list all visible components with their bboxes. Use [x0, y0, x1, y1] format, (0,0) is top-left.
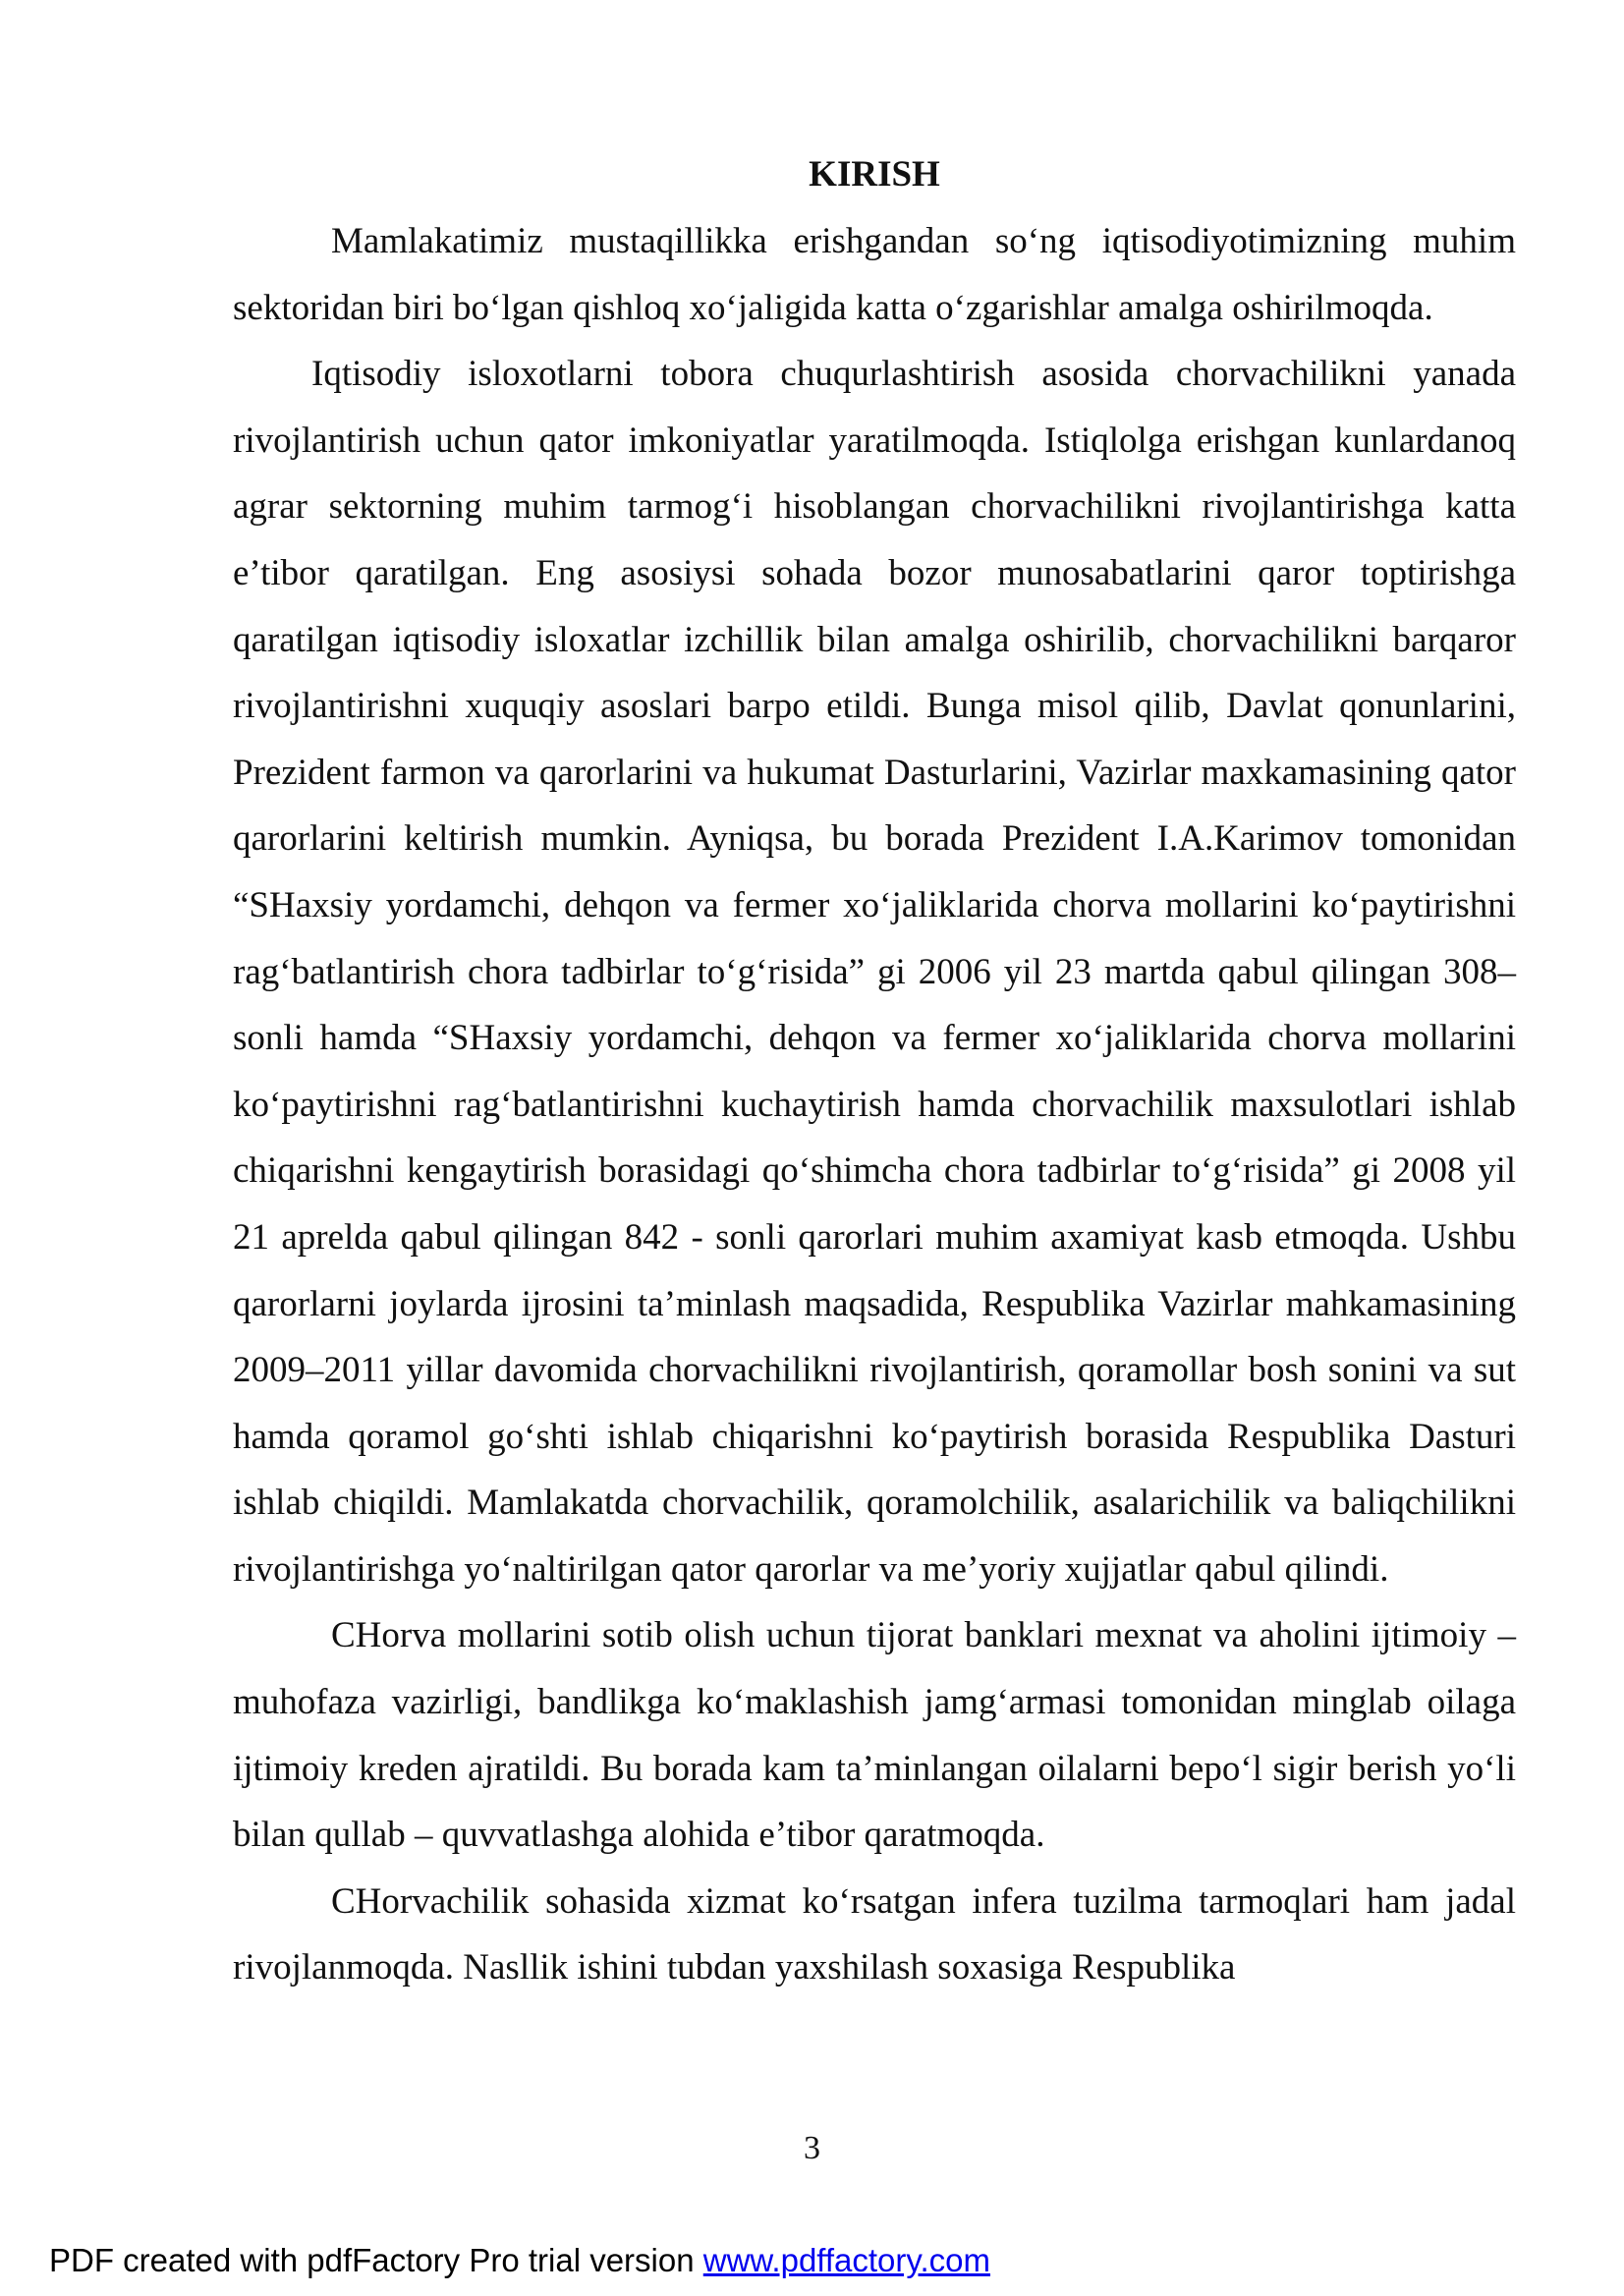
page-number: 3 — [804, 2130, 820, 2166]
section-title: KIRISH — [809, 154, 940, 195]
page-content — [233, 147, 1516, 2001]
pdf-footer — [49, 2241, 990, 2280]
paragraph-1: Mamlakatimiz mustaqillikka erishgandan so‘ng iqtisodiyotimizning muhim sektoridan biri bo‘lgan qishloq xo‘jaligida katta o‘zgarishlar amalga oshirilmoqda. — [233, 221, 1516, 328]
paragraph-2: Iqtisodiy isloxotlarni tobora chuqurlashtirish asosida chorvachilikni yanada rivojlantirish uchun qator imkoniyatlar yaratilmoqda. Istiqlolga erishgan kunlardanoq agrar sektorning muhim tarmog‘i hisoblangan chorvachilikni rivojlantirishga katta e’tibor qaratilgan. Eng asosiysi sohada bozor munosabatlarini qaror toptirishga qaratilgan iqtisodiy isloxatlar izchillik bilan amalga oshirilib, chorvachilikni barqaror rivojlantirishni xuquqiy asoslari barpo etildi. Bunga misol qilib, Davlat qonunlarini, Prezident farmon va qarorlarini va hukumat Dasturlarini, Vazirlar maxkamasining qator qarorlarini keltirish mumkin. Ayniqsa, bu borada Prezident I.A.Karimov tomonidan “SHaxsiy yordamchi, dehqon va fermer xo‘jaliklarida chorva mollarini ko‘paytirishni rag‘batlantirish chora tadbirlar to‘g‘risida” gi 2006 yil 23 martda qabul qilingan 308–sonli hamda “SHaxsiy yordamchi, dehqon va fermer xo‘jaliklarida chorva mollarini ko‘paytirishni rag‘batlantirishni kuchaytirish hamda chorvachilik maxsulotlari ishlab chiqarishni kengaytirish borasidagi qo‘shimcha chora tadbirlar to‘g‘risida” gi 2008 yil 21 aprelda qabul qilingan 842 - sonli qarorlari muhim axamiyat kasb etmoqda. Ushbu qarorlarni joylarda ijrosini ta’minlash maqsadida, Respublika Vazirlar mahkamasining 2009–2011 yillar davomida chorvachilikni rivojlantirish, qoramollar bosh sonini va sut hamda qoramol go‘shti ishlab chiqarishni ko‘paytirish borasida Respublika Dasturi ishlab chiqildi. Mamlakatda chorvachilik, qoramolchilik, asalarichilik va baliqchilikni rivojlantirishga yo‘naltirilgan qator qarorlar va me’yoriy xujjatlar qabul qilindi. — [233, 354, 1516, 1590]
paragraph-4: CHorvachilik sohasida xizmat ko‘rsatgan infera tuzilma tarmoqlari ham jadal rivojlanmoqda. Nasllik ishini tubdan yaxshilash soxasiga Respublika — [233, 1880, 1516, 1988]
paragraph-3: CHorva mollarini sotib olish uchun tijorat banklari mexnat va aholini ijtimoiy – muhofaza vazirligi, bandlikga ko‘maklashish jamg‘armasi tomonidan minglab oilaga ijtimoiy kreden ajratildi. Bu borada kam ta’minlangan oilalarni bepo‘l sigir berish yo‘li bilan qullab – quvvatlashga alohida e’tibor qaratmoqda. — [233, 1615, 1516, 1856]
footer-link[interactable]: www.pdffactory.com — [702, 2242, 990, 2278]
footer-text: PDF created with pdfFactory Pro trial version — [49, 2242, 703, 2278]
